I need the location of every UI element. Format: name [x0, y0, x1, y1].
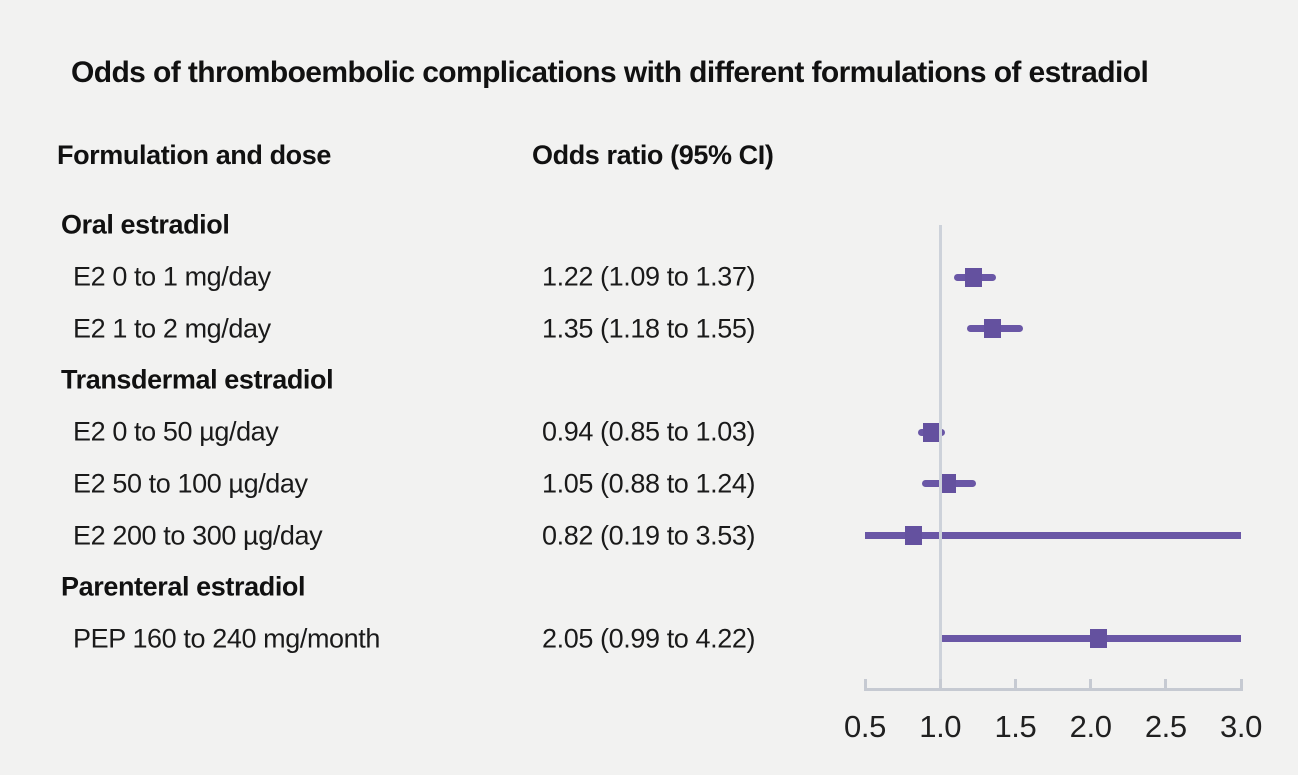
- or-marker: [965, 268, 982, 287]
- or-marker: [905, 526, 922, 545]
- x-axis-tick: [864, 679, 867, 688]
- row-value: 1.22 (1.09 to 1.37): [542, 261, 756, 292]
- figure-title: Odds of thromboembolic complications with different formulations of estradiol: [71, 56, 1149, 89]
- x-axis-tick: [1240, 679, 1243, 688]
- column-header-formulation: Formulation and dose: [57, 140, 332, 170]
- or-marker: [1090, 629, 1107, 648]
- x-axis-tick-label: 1.5: [994, 709, 1037, 744]
- x-axis-tick-label: 2.5: [1144, 709, 1187, 744]
- x-axis-tick: [939, 679, 942, 688]
- x-axis-tick-label: 3.0: [1220, 709, 1262, 744]
- row-value: 0.82 (0.19 to 3.53): [542, 520, 756, 550]
- x-axis-tick: [1164, 679, 1167, 688]
- column-header-odds-ratio: Odds ratio (95% CI): [532, 140, 774, 170]
- row-item-label: E2 50 to 100 µg/day: [73, 468, 308, 499]
- x-axis-tick-label: 0.5: [844, 709, 886, 744]
- row-item-label: E2 1 to 2 mg/day: [73, 313, 271, 344]
- row-item-label: E2 0 to 1 mg/day: [73, 261, 271, 292]
- x-axis-tick-label: 2.0: [1069, 709, 1112, 744]
- or-marker: [939, 474, 956, 493]
- row-value: 0.94 (0.85 to 1.03): [542, 416, 756, 447]
- or-marker: [923, 423, 940, 442]
- x-axis-tick: [1089, 679, 1092, 688]
- row-value: 1.05 (0.88 to 1.24): [542, 468, 756, 499]
- or-marker: [984, 319, 1001, 338]
- row-group-label: Transdermal estradiol: [61, 364, 334, 395]
- row-value: 1.35 (1.18 to 1.55): [542, 313, 756, 344]
- row-group-label: Parenteral estradiol: [61, 571, 306, 602]
- x-axis-tick: [1014, 679, 1017, 688]
- row-value: 2.05 (0.99 to 4.22): [542, 623, 756, 654]
- row-item-label: PEP 160 to 240 mg/month: [73, 623, 381, 654]
- reference-line: [939, 225, 942, 691]
- row-group-label: Oral estradiol: [61, 209, 230, 240]
- x-axis-line: [864, 688, 1243, 691]
- row-item-label: E2 200 to 300 µg/day: [73, 520, 323, 550]
- row-item-label: E2 0 to 50 µg/day: [73, 416, 279, 447]
- x-axis-tick-label: 1.0: [919, 709, 962, 744]
